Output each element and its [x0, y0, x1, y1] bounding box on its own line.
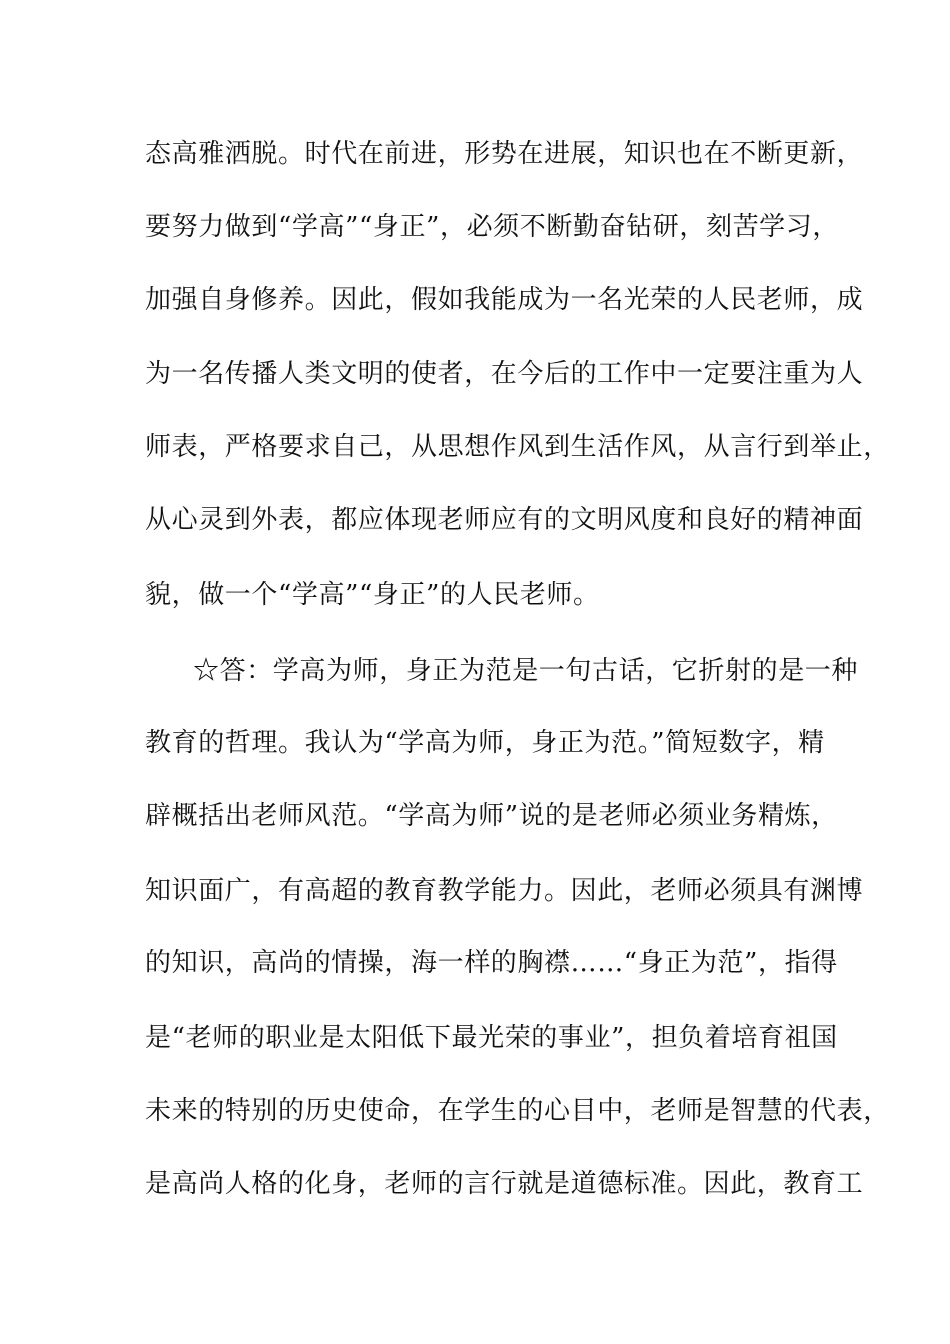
text-line-13: 是“老师的职业是太阳低下最光荣的事业”，担负着培育祖国: [145, 1023, 838, 1053]
text-line-11: 知识面广，有高超的教育教学能力。因此，老师必须具有渊博: [145, 876, 864, 906]
text-line-2: 要努力做到“学高”“身正”，必须不断勤奋钻研，刻苦学习，: [145, 212, 839, 242]
text-line-8: ☆答：学高为师，身正为范是一句古话，它折射的是一种: [193, 656, 859, 686]
text-line-5: 师表，严格要求自己，从思想作风到生活作风，从言行到举止，: [145, 432, 890, 462]
text-line-10: 辟概括出老师风范。“学高为师”说的是老师必须业务精炼，: [145, 801, 838, 831]
text-line-3: 加强自身修养。因此，假如我能成为一名光荣的人民老师，成: [145, 285, 864, 315]
text-line-7: 貌，做一个“学高”“身正”的人民老师。: [145, 580, 600, 610]
text-line-14: 未来的特别的历史使命，在学生的心目中，老师是智慧的代表，: [145, 1096, 890, 1126]
text-line-9: 教育的哲理。我认为“学高为师，身正为范。”简短数字，精: [145, 728, 825, 758]
text-line-15: 是高尚人格的化身，老师的言行就是道德标准。因此，教育工: [145, 1169, 864, 1199]
text-line-4: 为一名传播人类文明的使者，在今后的工作中一定要注重为人: [145, 359, 864, 389]
text-line-12: 的知识，高尚的情操，海一样的胸襟……“身正为范”，指得: [145, 948, 838, 978]
text-line-6: 从心灵到外表，都应体现老师应有的文明风度和良好的精神面: [145, 505, 864, 535]
text-line-1: 态高雅洒脱。时代在前进，形势在进展，知识也在不断更新，: [145, 139, 864, 169]
